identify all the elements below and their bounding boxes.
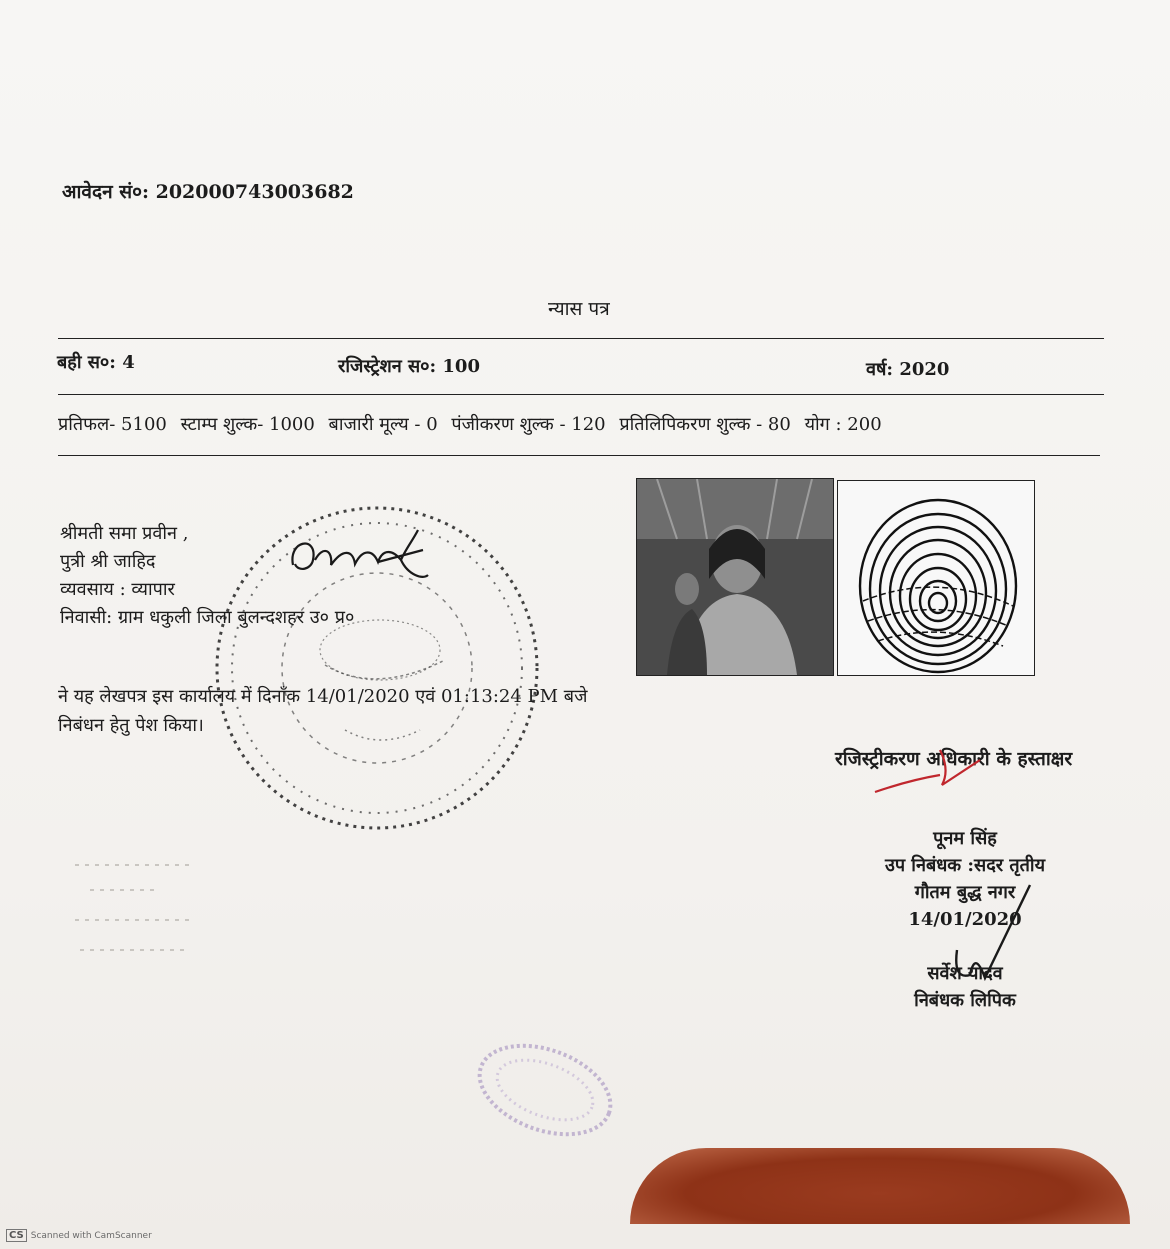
thumb-impression: [837, 480, 1035, 676]
application-number-label: आवेदन सं०:: [62, 181, 149, 203]
sub-registrar-location: गौतम बुद्ध नगर: [914, 882, 1016, 903]
party-occupation: व्यवसाय : व्यापार: [60, 579, 175, 600]
clerk-designation: निबंधक लिपिक: [914, 990, 1016, 1011]
registration-number: [338, 354, 480, 378]
faint-bleed-through-marks: [70, 855, 200, 965]
camscanner-icon: CS: [6, 1229, 27, 1242]
book-number: [57, 350, 135, 374]
registration-fee: पंजीकरण शुल्क - 120: [451, 414, 606, 435]
fees-row: [58, 412, 890, 436]
registration-number-label: रजिस्ट्रेशन स०:: [338, 356, 437, 377]
registration-clerk-block: [880, 960, 1050, 1014]
sub-registrar-date: 14/01/2020: [908, 909, 1022, 930]
stamp-duty-fee: स्टाम्प शुल्क- 1000: [180, 414, 315, 435]
oval-purple-stamp: [470, 1040, 620, 1140]
book-number-value: 4: [122, 352, 135, 373]
presentation-line-1: ने यह लेखपत्र इस कार्यालय में दिनाँक 14/01/2020 एवं 01:13:24 PM बजे: [58, 686, 588, 707]
year-value: 2020: [899, 359, 950, 380]
application-number-value: 202000743003682: [155, 181, 354, 203]
book-number-label: बही स०:: [57, 352, 116, 373]
presentation-line-2: निबंधन हेतु पेश किया।: [58, 715, 204, 736]
party-signature: [283, 520, 433, 590]
copying-fee: प्रतिलिपिकरण शुल्क - 80: [619, 414, 791, 435]
divider-line: [58, 455, 1100, 456]
watermark-text: Scanned with CamScanner: [30, 1231, 152, 1241]
party-address: निवासी: ग्राम धकुली जिला बुलन्दशहर उ० प्र०: [60, 607, 355, 628]
total-fee: योग : 200: [804, 414, 882, 435]
party-father: पुत्री श्री जाहिद: [60, 551, 156, 572]
presentation-statement: [58, 682, 587, 740]
officer-red-signature: [870, 740, 990, 800]
market-value: बाजारी मूल्य - 0: [328, 414, 438, 435]
divider-line: [58, 338, 1104, 339]
scanner-smudge: [630, 1148, 1130, 1224]
year-label: वर्ष:: [866, 359, 894, 380]
document-title: न्यास पत्र: [548, 298, 610, 320]
application-number: [62, 178, 354, 204]
sub-registrar-name: पूनम सिंह: [933, 828, 997, 849]
year: [866, 357, 949, 381]
consideration-fee: प्रतिफल- 5100: [58, 414, 167, 435]
sub-registrar-designation: उप निबंधक :सदर तृतीय: [884, 855, 1046, 876]
party-name: श्रीमती समा प्रवीन ,: [60, 523, 189, 544]
divider-line: [58, 394, 1104, 395]
applicant-photo: [636, 478, 834, 676]
scanner-watermark: [6, 1229, 152, 1242]
registering-officer-signature-label: रजिस्ट्रीकरण अधिकारी के हस्ताक्षर: [835, 748, 1073, 770]
clerk-name: सर्वेश यादव: [927, 963, 1003, 984]
registration-number-value: 100: [442, 356, 480, 377]
